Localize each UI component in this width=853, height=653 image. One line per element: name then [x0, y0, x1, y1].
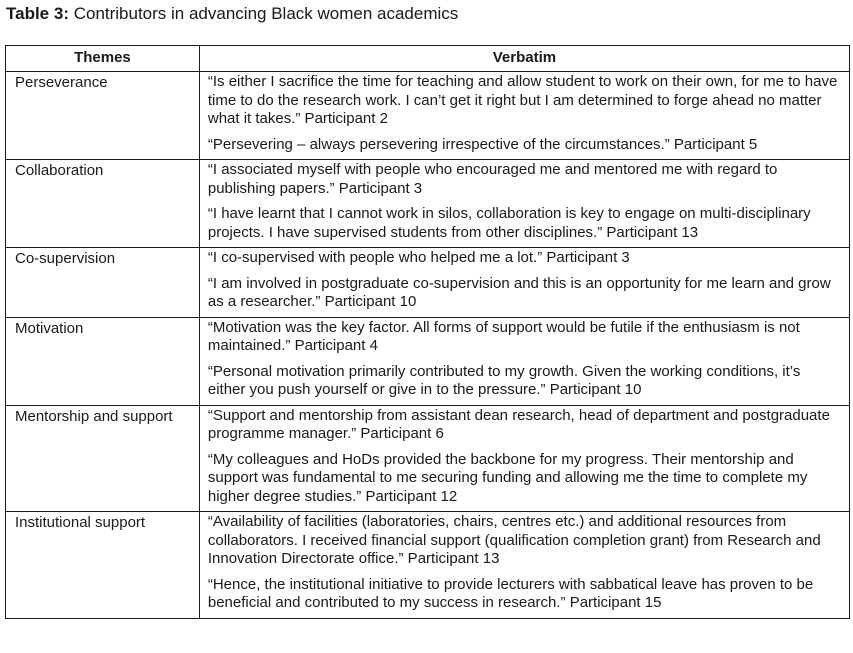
verbatim-cell: [199, 317, 849, 405]
table-caption-text: Contributors in advancing Black women academics: [68, 4, 459, 23]
verbatim-cell: [199, 248, 849, 318]
table-row-perseverance: [6, 72, 850, 160]
theme-cell: Institutional support: [6, 512, 200, 619]
quote: “Motivation was the key factor. All forms of support would be futile if the enthusiasm is not maintained.” Participant 4: [207, 318, 800, 354]
table-header-row: [6, 46, 850, 72]
quote: “Personal motivation primarily contributed to my growth. Given the working conditions, it’s either you push yourself or give in to the pressure.” Participant 10: [207, 362, 801, 398]
table-row-collaboration: [6, 160, 850, 248]
table-caption-label: Table 3:: [6, 4, 69, 23]
table-row-mentorship-and-support: [6, 405, 850, 512]
contributors-table: [5, 45, 850, 619]
verbatim-cell: [199, 72, 849, 160]
theme-cell: Motivation: [6, 317, 200, 405]
quote: “Support and mentorship from assistant dean research, head of department and postgraduate programme manager.” Participant 6: [207, 406, 830, 442]
quote: “I co-supervised with people who helped me a lot.” Participant 3: [207, 249, 630, 266]
theme-cell: Collaboration: [6, 160, 200, 248]
quote: “I associated myself with people who encouraged me and mentored me with regard to publishing papers.” Participant 3: [207, 161, 778, 197]
table-row-institutional-support: [6, 512, 850, 619]
verbatim-cell: [199, 160, 849, 248]
theme-cell: Co-supervision: [6, 248, 200, 318]
table-row-co-supervision: [6, 248, 850, 318]
theme-cell: Perseverance: [6, 72, 200, 160]
quote: “Hence, the institutional initiative to provide lecturers with sabbatical leave has proven to be beneficial and contributed to my success in research.” Participant 15: [207, 575, 814, 611]
table-caption: [6, 4, 458, 24]
quote: “Availability of facilities (laboratories, chairs, centres etc.) and additional resources from collaborators. I received financial support (qualification completion grant) from Research and Innovation Directorate office.” Participant 13: [207, 513, 821, 567]
table-row-motivation: [6, 317, 850, 405]
quote: “I have learnt that I cannot work in silos, collaboration is key to engage on multi-disciplinary projects. I have supervised students from other disciplines.” Participant 13: [207, 205, 811, 241]
quote: “Persevering – always persevering irrespective of the circumstances.” Participant 5: [207, 135, 758, 153]
verbatim-cell: [199, 512, 849, 619]
column-header-themes: Themes: [6, 46, 200, 72]
quote: “I am involved in postgraduate co-supervision and this is an opportunity for me learn and grow as a researcher.” Participant 10: [207, 274, 831, 310]
quote: “My colleagues and HoDs provided the backbone for my progress. Their mentorship and support was fundamental to me securing funding and allowing me the time to complete my higher degree studies.” Participant 12: [207, 450, 808, 505]
verbatim-cell: [199, 405, 849, 512]
column-header-verbatim: Verbatim: [199, 46, 849, 72]
theme-cell: Mentorship and support: [6, 405, 200, 512]
quote: “Is either I sacrifice the time for teaching and allow student to work on their own, for me to have time to do the research work. I can’t get it right but I am determined to forge ahead no matter what it takes.” Participant 2: [207, 73, 838, 127]
